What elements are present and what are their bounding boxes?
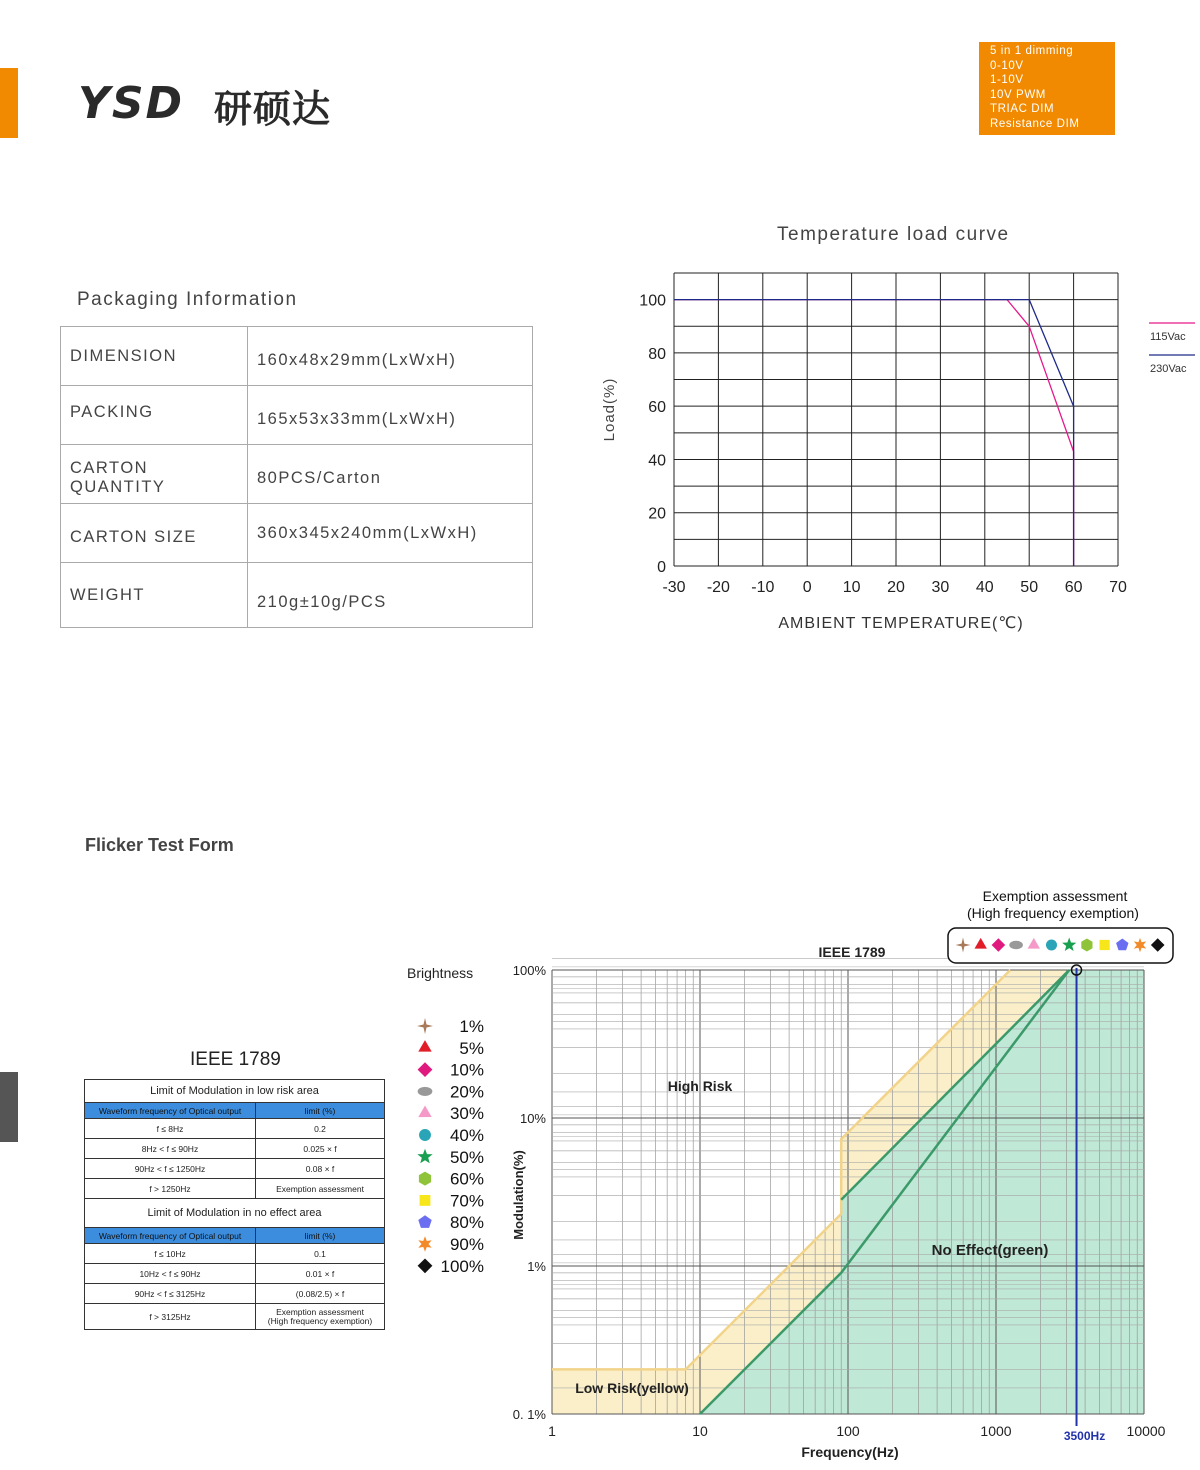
packaging-value: 80PCS/Carton	[248, 445, 533, 504]
table-row	[85, 1264, 385, 1284]
y-tick-label: 0. 1%	[512, 1407, 546, 1422]
exemption-subtitle: (High frequency exemption)	[967, 905, 1139, 921]
x-tick-label: -10	[751, 579, 775, 596]
brightness-label: 20%	[449, 1082, 484, 1102]
exemption-title: Exemption assessment	[982, 888, 1128, 904]
dimming-line: Resistance DIM	[990, 117, 1080, 130]
limit-cell: (0.08/2.5) × f	[256, 1284, 385, 1304]
limit-cell: 0.1	[256, 1244, 385, 1264]
table-row	[85, 1244, 385, 1264]
brightness-label: 40%	[449, 1126, 484, 1145]
table-row	[61, 504, 533, 563]
ieee-table-title: IEEE 1789	[190, 1049, 281, 1070]
temp-chart-title: Temperature load curve	[777, 224, 1010, 245]
packaging-key: PACKING	[61, 386, 248, 445]
brightness-label: 90%	[449, 1235, 484, 1254]
packaging-value: 165x53x33mm(LxWxH)	[248, 386, 533, 445]
x-axis-label: AMBIENT TEMPERATURE(℃)	[778, 615, 1024, 632]
packaging-value: 160x48x29mm(LxWxH)	[248, 327, 533, 386]
gray-accent-bar	[0, 1072, 18, 1142]
brightness-marker-icon	[418, 1106, 431, 1118]
x-tick-label: 10	[842, 579, 861, 596]
x-tick-label: 50	[1020, 579, 1039, 596]
limit-text: Exemption assessment	[276, 1306, 364, 1317]
brightness-marker-icon	[418, 1040, 431, 1052]
dimming-line: TRIAC DIM	[990, 103, 1055, 116]
table-row	[61, 445, 533, 504]
table-row	[85, 1304, 385, 1330]
brightness-marker-icon	[1009, 941, 1023, 949]
packaging-key: WEIGHT	[61, 563, 248, 628]
brightness-label: 10%	[449, 1060, 484, 1080]
table-row	[85, 1179, 385, 1199]
brightness-label: 70%	[449, 1191, 484, 1211]
limit-cell: 0.2	[256, 1119, 385, 1139]
frequency-marker-label: 3500Hz	[1063, 1429, 1106, 1443]
brightness-title: Brightness	[407, 965, 474, 981]
brand-logo-cn: 研硕达	[214, 87, 332, 131]
legend-label: 115Vac	[1150, 331, 1186, 343]
brightness-marker-icon	[418, 1259, 433, 1274]
y-tick-label: 100	[639, 292, 666, 310]
brightness-marker-icon	[1046, 939, 1057, 950]
x-tick-label: 100	[836, 1423, 860, 1439]
freq-cell: 8Hz < f ≤ 90Hz	[85, 1139, 256, 1159]
orange-accent-bar	[0, 68, 18, 138]
x-axis-label: Frequency(Hz)	[801, 1444, 899, 1460]
brightness-marker-icon	[418, 1215, 431, 1228]
ieee-limit-table	[84, 1079, 385, 1330]
chart-title: IEEE 1789	[818, 944, 886, 960]
dimming-line: 5 in 1 dimming	[990, 45, 1074, 57]
brightness-marker-icon	[1100, 940, 1110, 950]
brightness-marker-icon	[419, 1172, 431, 1186]
no-effect-heading: Limit of Modulation in no effect area	[85, 1199, 385, 1228]
brightness-label: 50%	[449, 1147, 484, 1167]
x-tick-label: 1000	[980, 1423, 1012, 1439]
brightness-label: 1%	[459, 1017, 484, 1036]
limit-cell: 0.025 × f	[256, 1139, 385, 1159]
brightness-label: 80%	[449, 1213, 484, 1233]
brightness-marker-icon	[420, 1195, 431, 1206]
brightness-label: 5%	[459, 1038, 484, 1058]
flicker-title: Flicker Test Form	[85, 835, 234, 855]
brightness-marker-icon	[418, 1087, 433, 1096]
x-tick-label: 10000	[1126, 1423, 1166, 1439]
freq-cell: f ≤ 10Hz	[85, 1244, 256, 1264]
dimming-options-box	[979, 42, 1115, 135]
x-tick-label: 10	[692, 1423, 708, 1439]
region-label: No Effect(green)	[931, 1242, 1049, 1259]
y-tick-label: 1%	[527, 1259, 546, 1274]
brand-logo: YSD	[78, 78, 185, 129]
brightness-marker-icon	[417, 1018, 433, 1034]
x-tick-label: -30	[662, 579, 686, 596]
table-row	[85, 1139, 385, 1159]
y-axis-label: Modulation(%)	[511, 1150, 526, 1240]
freq-cell: 90Hz < f ≤ 3125Hz	[85, 1284, 256, 1304]
y-tick-label: 100%	[512, 963, 546, 978]
packaging-value: 210g±10g/PCS	[248, 563, 533, 628]
col-header-limit: limit (%)	[256, 1103, 385, 1119]
table-row	[85, 1159, 385, 1179]
y-tick-label: 20	[648, 505, 666, 523]
packaging-value: 360x345x240mm(LxWxH)	[248, 504, 533, 563]
table-row	[61, 563, 533, 628]
x-tick-label: 0	[802, 579, 812, 596]
brightness-marker-icon	[419, 1129, 431, 1141]
packaging-key: CARTON QUANTITY	[61, 445, 248, 504]
limit-cell: Exemption assessment	[256, 1179, 385, 1199]
x-tick-label: -20	[706, 579, 730, 596]
freq-cell: f > 1250Hz	[85, 1179, 256, 1199]
ieee-flicker-chart	[500, 880, 1200, 1465]
region-label: Low Risk(yellow)	[575, 1380, 689, 1396]
table-row	[85, 1284, 385, 1304]
table-row	[61, 386, 533, 445]
x-tick-label: 20	[887, 579, 905, 596]
packaging-title: Packaging Information	[77, 289, 298, 310]
region-label: High Risk	[667, 1078, 733, 1094]
y-axis-label: Load(%)	[601, 377, 618, 442]
temperature-load-chart	[590, 262, 1200, 642]
limit-cell: 0.08 × f	[256, 1159, 385, 1179]
col-header-frequency: Waveform frequency of Optical output	[85, 1228, 256, 1244]
x-tick-label: 30	[931, 579, 950, 596]
freq-cell: f ≤ 8Hz	[85, 1119, 256, 1139]
table-row	[61, 327, 533, 386]
brightness-marker-icon	[418, 1062, 433, 1077]
table-row	[85, 1119, 385, 1139]
brightness-marker-icon	[418, 1236, 431, 1251]
packaging-table	[60, 326, 533, 628]
brightness-label: 100%	[440, 1256, 484, 1276]
x-tick-label: 70	[1109, 579, 1127, 596]
x-tick-label: 40	[975, 579, 994, 596]
limit-cell	[256, 1304, 385, 1330]
y-tick-label: 0	[657, 559, 666, 576]
y-tick-label: 10%	[519, 1111, 546, 1126]
col-header-limit: limit (%)	[256, 1228, 385, 1244]
low-risk-heading: Limit of Modulation in low risk area	[85, 1080, 385, 1103]
packaging-key: CARTON SIZE	[61, 504, 248, 563]
x-tick-label: 60	[1064, 579, 1083, 596]
x-tick-label: 1	[548, 1423, 556, 1439]
limit-cell: 0.01 × f	[256, 1264, 385, 1284]
brightness-label: 30%	[449, 1104, 484, 1124]
y-tick-label: 40	[648, 452, 666, 470]
y-tick-label: 60	[648, 399, 666, 417]
freq-cell: 90Hz < f ≤ 1250Hz	[85, 1159, 256, 1179]
col-header-frequency: Waveform frequency of Optical output	[85, 1103, 256, 1119]
y-tick-label: 80	[648, 345, 666, 363]
brightness-label: 60%	[449, 1169, 484, 1189]
limit-text: (High frequency exemption)	[267, 1315, 373, 1326]
freq-cell: 10Hz < f ≤ 90Hz	[85, 1264, 256, 1284]
brightness-legend-icons	[410, 1014, 500, 1284]
freq-cell: f > 3125Hz	[85, 1304, 256, 1330]
dimming-line: 0-10V	[990, 59, 1024, 72]
dimming-line: 10V PWM	[990, 88, 1046, 101]
brightness-marker-icon	[417, 1149, 432, 1164]
legend-label: 230Vac	[1150, 363, 1187, 375]
dimming-line: 1-10V	[990, 74, 1024, 87]
packaging-key: DIMENSION	[61, 327, 248, 386]
